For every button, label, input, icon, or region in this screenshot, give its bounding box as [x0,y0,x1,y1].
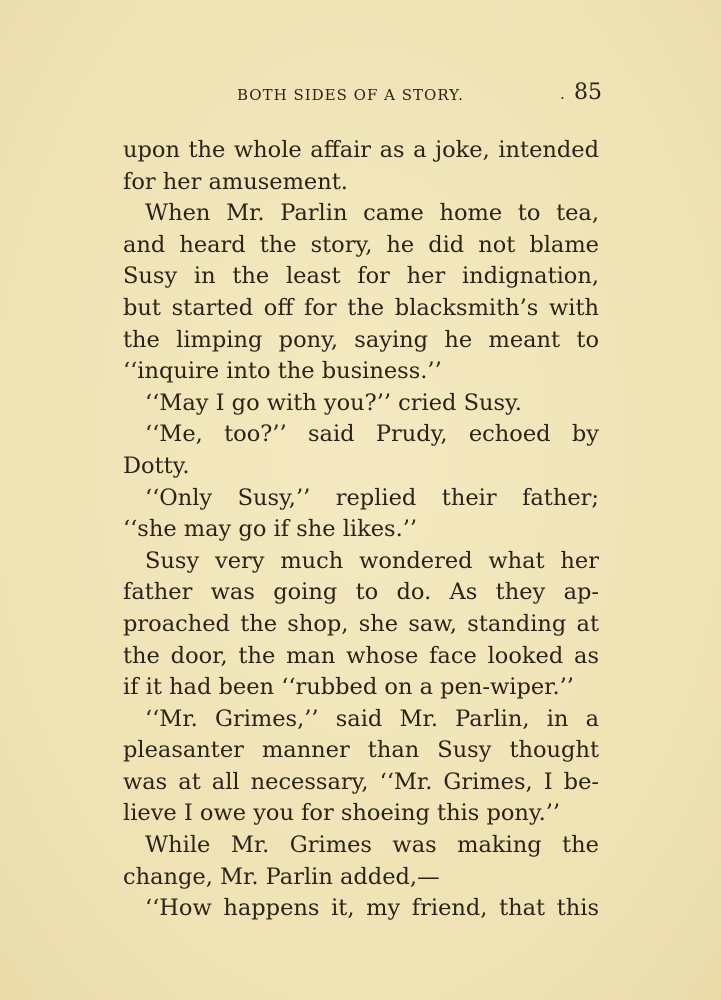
text-line: ‘‘How happens it, my friend, that this [145,895,599,922]
text-line: was at all necessary, ‘‘Mr. Grimes, I be- [123,768,599,795]
text-line: but started off for the blacksmith’s with [123,294,599,321]
text-line: proached the shop, she saw, standing at [123,610,599,637]
text-line: lieve I owe you for shoeing this pony.’’ [123,800,561,827]
running-title: BOTH SIDES OF A STORY. [237,86,464,104]
text-line: the door, the man whose face looked as [123,642,599,669]
text-line: ‘‘Mr. Grimes,’’ said Mr. Parlin, in a [145,705,599,732]
text-line: if it had been ‘‘rubbed on a pen-wiper.’’ [123,674,574,701]
text-line: ‘‘May I go with you?’’ cried Susy. [145,389,522,416]
text-line: the limping pony, saying he meant to [123,326,599,353]
text-line: ‘‘she may go if she likes.’’ [123,516,418,543]
page-number: 85 [574,80,602,105]
text-line: change, Mr. Parlin added,— [123,863,440,890]
text-line: pleasanter manner than Susy thought [123,737,599,764]
page-header [237,80,607,110]
text-line: ‘‘Me, too?’’ said Prudy, echoed by [145,421,599,448]
text-line: for her amusement. [123,168,348,195]
text-line: When Mr. Parlin came home to tea, [145,200,599,227]
text-line: father was going to do. As they ap- [123,579,599,606]
text-line: and heard the story, he did not blame [123,231,599,258]
text-line: upon the whole affair as a joke, intended [123,137,599,163]
body-text [123,135,599,925]
text-line: Dotty. [123,452,190,479]
text-line: ‘‘Only Susy,’’ replied their father; [145,484,599,511]
text-line: Susy in the least for her indignation, [123,263,599,290]
text-line: While Mr. Grimes was making the [145,832,599,859]
text-line: Susy very much wondered what her [145,547,599,574]
text-line: ‘‘inquire into the business.’’ [123,358,442,385]
header-separator: · [560,89,565,107]
